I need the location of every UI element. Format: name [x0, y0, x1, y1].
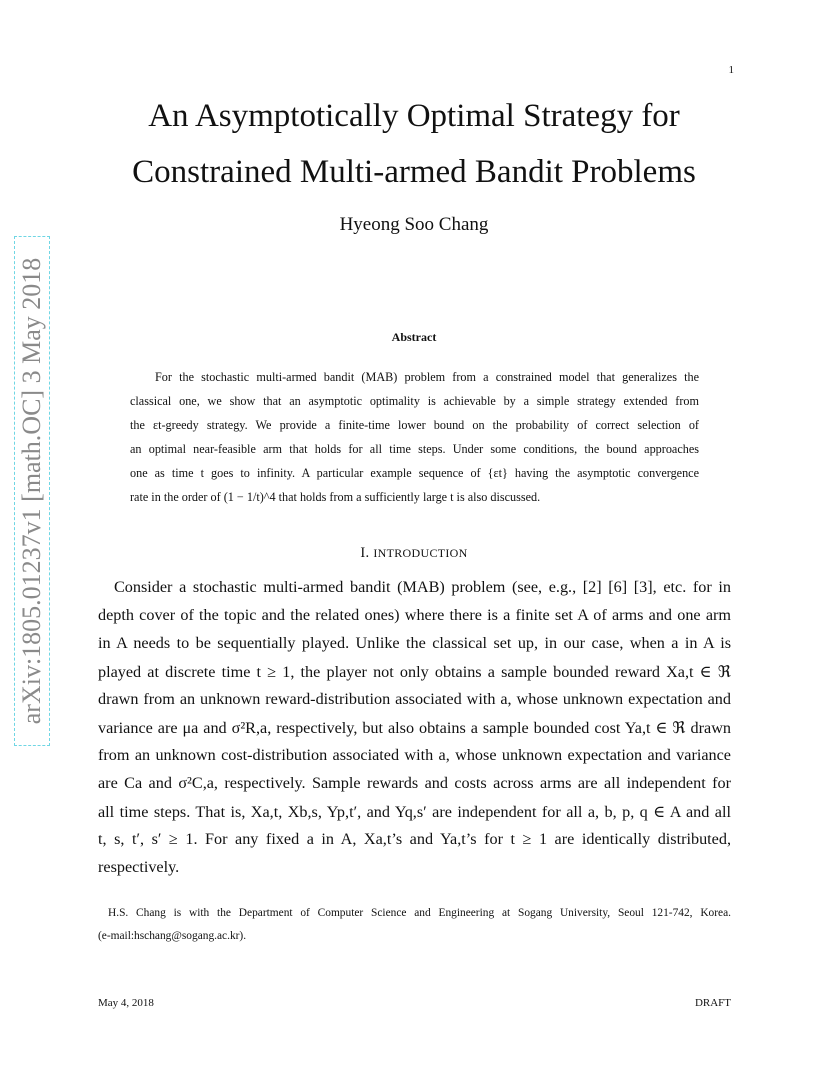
- section-numeral: I.: [360, 545, 370, 561]
- section-heading: [0, 545, 828, 562]
- body-line: drawn from an unknown reward-distribution associated with a, whose unknown expectation and: [98, 690, 731, 708]
- abstract-heading: Abstract: [391, 330, 437, 344]
- body-line: respectively.: [98, 858, 180, 876]
- abstract-line: classical one, we show that an asymptotic optimality is achievable by a simple strategy extended from: [130, 394, 699, 408]
- paper-title-line-1: An Asymptotically Optimal Strategy for: [148, 98, 680, 134]
- arxiv-stamp: [14, 236, 50, 746]
- footer-draft-label: DRAFT: [694, 997, 731, 1009]
- paper-title-line-2: Constrained Multi-armed Bandit Problems: [132, 154, 696, 190]
- author-name: Hyeong Soo Chang: [339, 214, 489, 235]
- section-title: INTRODUCTION: [373, 546, 468, 560]
- abstract-line: the εt-greedy strategy. We provide a finite-time lower bound on the probability of correct selection of: [130, 418, 699, 432]
- arxiv-stamp-text: arXiv:1805.01237v1 [math.OC] 3 May 2018: [17, 257, 46, 725]
- footnote-email: (e-mail:hschang@sogang.ac.kr).: [98, 930, 247, 942]
- body-line: depth cover of the topic and the related ones) where there is a finite set A of arms and one arm: [98, 606, 731, 624]
- body-line: from an unknown cost-distribution associated with a, whose unknown expectation and variance: [98, 746, 731, 764]
- body-line: are Ca and σ²C,a, respectively. Sample rewards and costs across arms are all independent for: [98, 774, 731, 792]
- body-line: t, s, t′, s′ ≥ 1. For any fixed a in A, Xa,t’s and Ya,t’s for t ≥ 1 are identically distributed,: [98, 830, 731, 848]
- abstract-line: For the stochastic multi-armed bandit (MAB) problem from a constrained model that generalizes the: [155, 370, 699, 384]
- footer-date: May 4, 2018: [98, 997, 154, 1009]
- abstract-line: an optimal near-feasible arm that holds for all time steps. Under some conditions, the bound approaches: [130, 442, 699, 456]
- body-line: played at discrete time t ≥ 1, the player not only obtains a sample bounded reward Xa,t ∈ ℜ: [98, 663, 731, 681]
- body-line: variance are μa and σ²R,a, respectively, but also obtains a sample bounded cost Ya,t ∈ ℜ drawn: [98, 719, 731, 737]
- page-number: 1: [728, 64, 734, 76]
- body-line: all time steps. That is, Xa,t, Xb,s, Yp,t′, and Yq,s′ are independent for all a, b, p, q ∈ A and all: [98, 803, 731, 821]
- body-line: in A needs to be sequentially played. Unlike the classical set up, in our case, when a in A is: [98, 634, 731, 652]
- body-line: Consider a stochastic multi-armed bandit (MAB) problem (see, e.g., [2] [6] [3], etc. for in: [114, 578, 731, 596]
- abstract-line: rate in the order of (1 − 1/t)^4 that holds from a sufficiently large t is also discussed.: [130, 490, 541, 504]
- abstract-line: one as time t goes to infinity. A particular example sequence of {εt} having the asymptotic convergence: [130, 466, 699, 480]
- footnote-affiliation: H.S. Chang is with the Department of Computer Science and Engineering at Sogang University, Seoul 121-742, Korea.: [108, 907, 731, 919]
